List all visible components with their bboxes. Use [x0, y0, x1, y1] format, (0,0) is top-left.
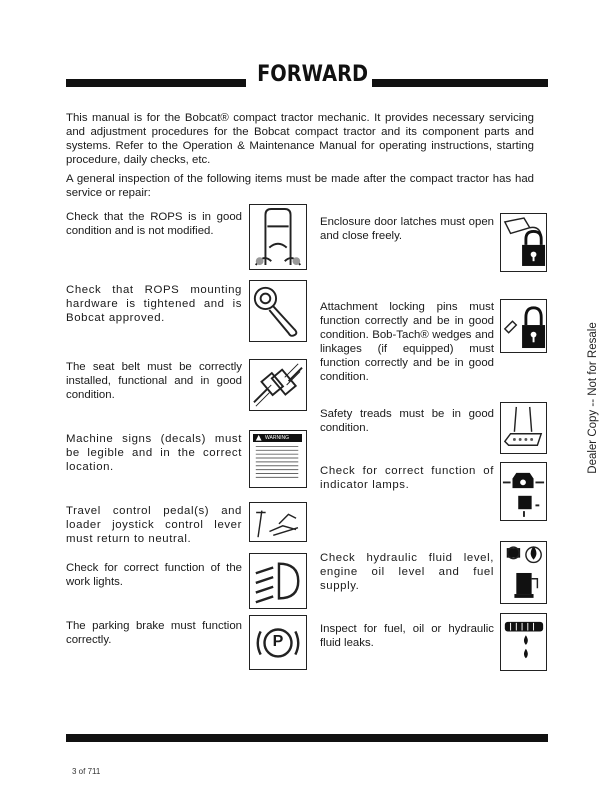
pedal-lever-icon: [249, 502, 307, 542]
header-rule-left: [66, 79, 246, 87]
checklist-item-indicator-lamps: Check for correct function of indicator lamps.: [320, 465, 494, 491]
warning-decal-icon: [249, 430, 307, 488]
checklist-item-door-latches: Enclosure door latches must open and close freely.: [320, 216, 494, 242]
indicator-lamp-icon: [500, 462, 547, 521]
inspection-intro-paragraph: A general inspection of the following items must be made after the compact tractor has had service or repair:: [66, 173, 534, 199]
locking-pin-icon: [500, 299, 547, 353]
intro-paragraph: This manual is for the Bobcat® compact tractor mechanic. It provides necessary servicing and adjustment procedures for the Bobcat compact tractor and its component parts and systems. Refer to the Operation & Maintenance Manual for operating instructions, starting procedure, daily checks, etc.: [66, 112, 534, 166]
page-title: FORWARD: [257, 62, 369, 87]
rops-icon: [249, 204, 307, 270]
parking-brake-icon: [249, 615, 307, 670]
seat-belt-icon: [249, 359, 307, 411]
page-number: 3 of 711: [72, 767, 101, 776]
checklist-item-fluid-levels: Check hydraulic fluid level, engine oil level and fuel supply.: [320, 552, 494, 592]
checklist-item-rops: Check that the ROPS is in good condition and is not modified.: [66, 211, 242, 237]
checklist-item-seat-belt: The seat belt must be correctly installed, functional and in good condition.: [66, 361, 242, 401]
footer-rule: [66, 734, 548, 742]
checklist-item-fluid-leaks: Inspect for fuel, oil or hydraulic fluid leaks.: [320, 623, 494, 649]
checklist-item-locking-pins: Attachment locking pins must function correctly and be in good condition. Bob-Tach® wedges and linkages (if equipped) must function correctly and be in good condition.: [320, 301, 494, 383]
fluid-level-icon: [500, 541, 547, 604]
fluid-leak-icon: [500, 613, 547, 671]
dealer-copy-notice: [584, 318, 602, 478]
safety-tread-icon: [500, 402, 547, 454]
checklist-item-safety-treads: Safety treads must be in good condition.: [320, 408, 494, 434]
wrench-icon: [249, 280, 307, 342]
checklist-item-parking-brake: The parking brake must function correctly.: [66, 620, 242, 646]
dealer-copy-text: Dealer Copy -- Not for Resale: [587, 322, 599, 474]
header-rule-right: [372, 79, 548, 87]
warning-decal-label: WARNING: [253, 434, 302, 442]
checklist-item-decals: Machine signs (decals) must be legible and in the correct location.: [66, 433, 242, 473]
checklist-item-work-lights: Check for correct function of the work lights.: [66, 562, 242, 588]
door-latch-icon: [500, 213, 547, 272]
checklist-item-rops-hardware: Check that ROPS mounting hardware is tightened and is Bobcat approved.: [66, 284, 242, 324]
checklist-item-controls: Travel control pedal(s) and loader joystick control lever must return to neutral.: [66, 505, 242, 545]
work-light-icon: [249, 553, 307, 609]
parking-brake-letter: P: [272, 633, 284, 650]
